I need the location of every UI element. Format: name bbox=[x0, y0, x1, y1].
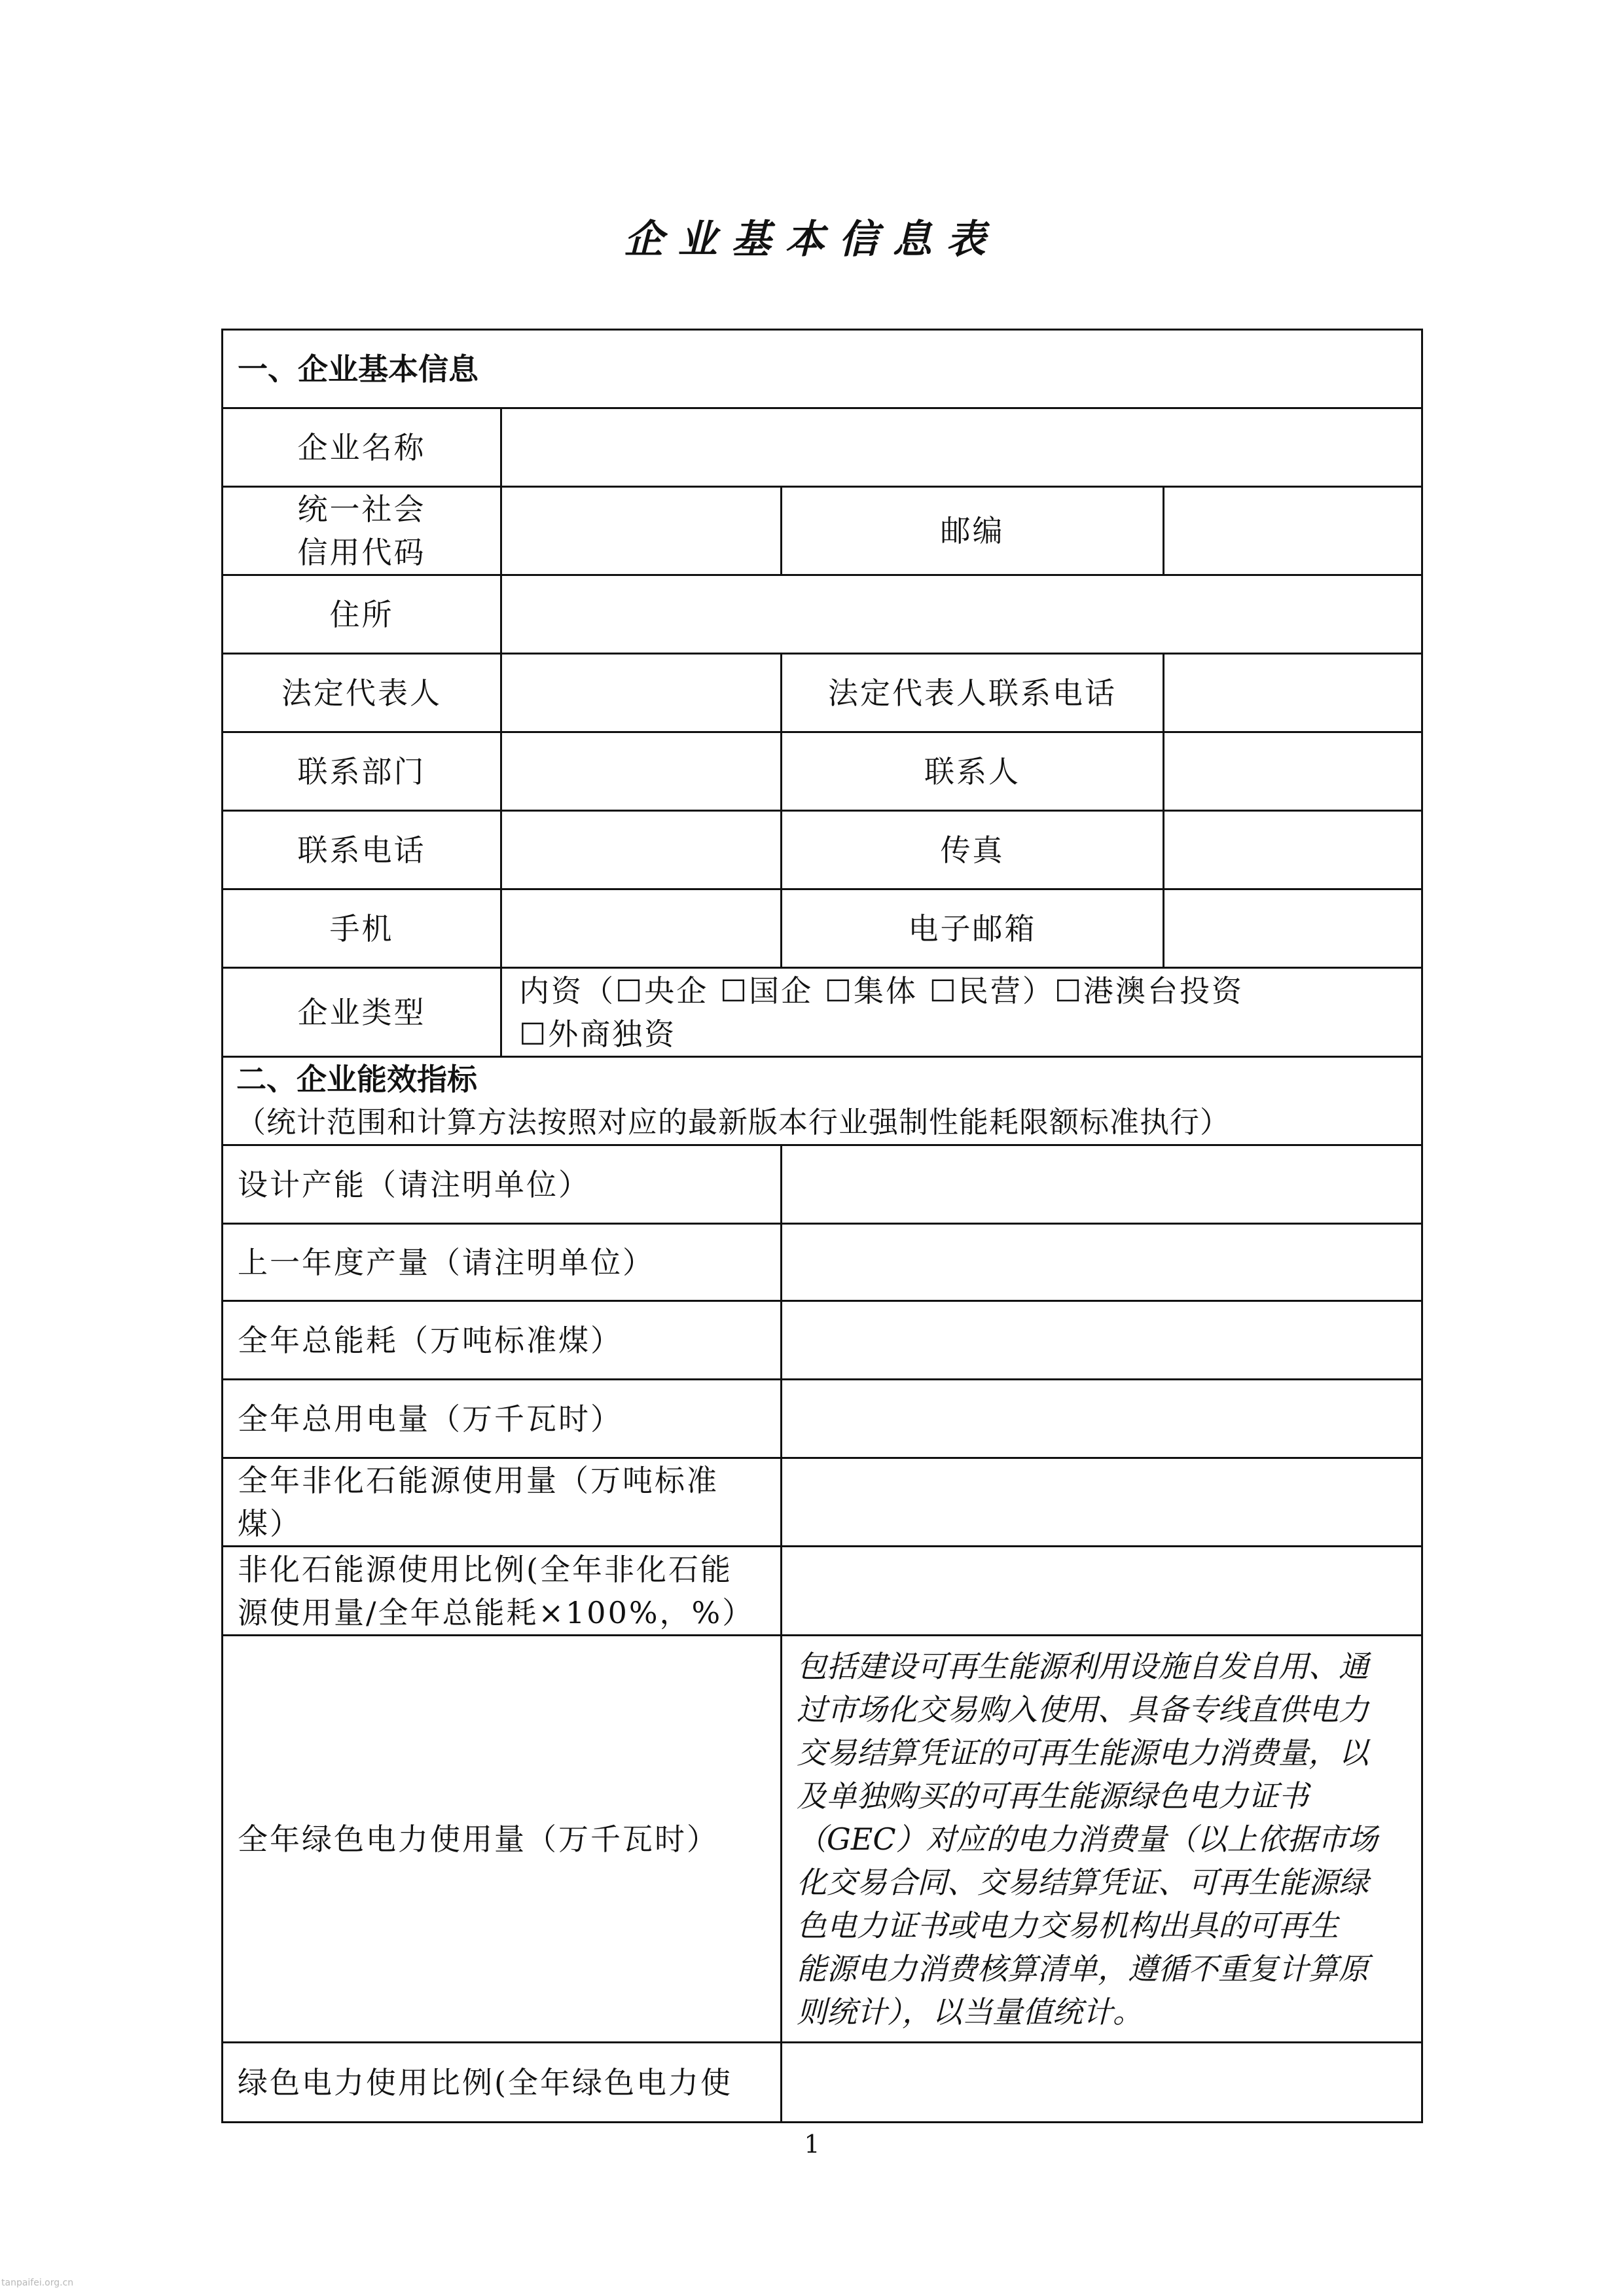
mobile-label: 手机 bbox=[223, 889, 501, 968]
credit-code-label bbox=[223, 487, 501, 575]
company-type-label: 企业类型 bbox=[223, 968, 501, 1057]
legal-rep-phone-label: 法定代表人联系电话 bbox=[782, 654, 1164, 732]
non-fossil-usage-field[interactable] bbox=[782, 1458, 1422, 1547]
contact-person-label: 联系人 bbox=[782, 732, 1164, 811]
section-basic-info-heading: 一、企业基本信息 bbox=[223, 330, 1422, 408]
green-power-note-line: 化交易合同、交易结算凭证、可再生能源绿 bbox=[797, 1864, 1369, 1900]
green-power-usage-label: 全年绿色电力使用量（万千瓦时） bbox=[223, 1636, 782, 2043]
non-fossil-ratio-label bbox=[223, 1547, 782, 1636]
design-capacity-field[interactable] bbox=[782, 1145, 1422, 1224]
document-title: 企业基本信息表 bbox=[624, 217, 1000, 262]
contact-dept-label: 联系部门 bbox=[223, 732, 501, 811]
non-fossil-ratio-label-line1: 非化石能源使用比例(全年非化石能 bbox=[238, 1551, 732, 1587]
green-power-note-line: 及单独购买的可再生能源绿色电力证书 bbox=[797, 1778, 1308, 1814]
email-field[interactable] bbox=[1164, 889, 1422, 968]
non-fossil-usage-label-line2: 煤） bbox=[238, 1506, 302, 1541]
postcode-field[interactable] bbox=[1164, 487, 1422, 575]
mobile-field[interactable] bbox=[501, 889, 782, 968]
green-power-note-line: 交易结算凭证的可再生能源电力消费量，以 bbox=[797, 1734, 1369, 1770]
section-efficiency-heading bbox=[223, 1057, 1422, 1145]
last-year-output-field[interactable] bbox=[782, 1224, 1422, 1301]
contact-phone-label: 联系电话 bbox=[223, 811, 501, 889]
company-name-label: 企业名称 bbox=[223, 408, 501, 487]
last-year-output-label: 上一年度产量（请注明单位） bbox=[223, 1224, 782, 1301]
green-power-note-line: （GEC）对应的电力消费量（以上依据市场 bbox=[797, 1821, 1378, 1857]
green-power-ratio-field[interactable] bbox=[782, 2043, 1422, 2123]
legal-rep-phone-field[interactable] bbox=[1164, 654, 1422, 732]
company-type-line2[interactable]: ☐外商独资 bbox=[519, 1016, 677, 1052]
fax-label: 传真 bbox=[782, 811, 1164, 889]
address-field[interactable] bbox=[501, 575, 1422, 654]
page-number: 1 bbox=[804, 2130, 820, 2159]
total-energy-label: 全年总能耗（万吨标准煤） bbox=[223, 1301, 782, 1380]
total-energy-field[interactable] bbox=[782, 1301, 1422, 1380]
contact-phone-field[interactable] bbox=[501, 811, 782, 889]
green-power-note-line: 过市场化交易购入使用、具备专线直供电力 bbox=[797, 1691, 1369, 1727]
non-fossil-ratio-label-line2: 源使用量/全年总能耗×100%，%） bbox=[238, 1594, 755, 1630]
credit-code-label-line2: 信用代码 bbox=[297, 535, 426, 570]
credit-code-field[interactable] bbox=[501, 487, 782, 575]
address-label: 住所 bbox=[223, 575, 501, 654]
contact-person-field[interactable] bbox=[1164, 732, 1422, 811]
fax-field[interactable] bbox=[1164, 811, 1422, 889]
green-power-note-line: 则统计），以当量值统计。 bbox=[797, 1994, 1143, 2030]
postcode-label: 邮编 bbox=[782, 487, 1164, 575]
green-power-note-line: 包括建设可再生能源利用设施自发自用、通 bbox=[797, 1648, 1369, 1684]
green-power-ratio-label: 绿色电力使用比例(全年绿色电力使 bbox=[223, 2043, 782, 2123]
design-capacity-label: 设计产能（请注明单位） bbox=[223, 1145, 782, 1224]
section-efficiency-subtitle: （统计范围和计算方法按照对应的最新版本行业强制性能耗限额标准执行） bbox=[236, 1105, 1231, 1139]
total-electricity-field[interactable] bbox=[782, 1380, 1422, 1458]
total-electricity-label: 全年总用电量（万千瓦时） bbox=[223, 1380, 782, 1458]
company-type-line1[interactable]: 内资（☐央企 ☐国企 ☐集体 ☐民营）☐港澳台投资 bbox=[519, 973, 1244, 1009]
company-name-field[interactable] bbox=[501, 408, 1422, 487]
company-type-options[interactable] bbox=[501, 968, 1422, 1057]
green-power-note-line: 能源电力消费核算清单，遵循不重复计算原 bbox=[797, 1950, 1369, 1986]
company-info-table bbox=[221, 329, 1423, 2123]
credit-code-label-line1: 统一社会 bbox=[297, 492, 426, 527]
email-label: 电子邮箱 bbox=[782, 889, 1164, 968]
non-fossil-usage-label-line1: 全年非化石能源使用量（万吨标准 bbox=[238, 1463, 719, 1498]
legal-rep-field[interactable] bbox=[501, 654, 782, 732]
green-power-usage-note bbox=[782, 1636, 1422, 2043]
legal-rep-label: 法定代表人 bbox=[223, 654, 501, 732]
site-watermark: tanpaifei.org.cn bbox=[1, 2278, 74, 2288]
contact-dept-field[interactable] bbox=[501, 732, 782, 811]
non-fossil-usage-label bbox=[223, 1458, 782, 1547]
non-fossil-ratio-field[interactable] bbox=[782, 1547, 1422, 1636]
section-efficiency-title: 二、企业能效指标 bbox=[236, 1062, 477, 1097]
green-power-note-line: 色电力证书或电力交易机构出具的可再生 bbox=[797, 1907, 1339, 1943]
